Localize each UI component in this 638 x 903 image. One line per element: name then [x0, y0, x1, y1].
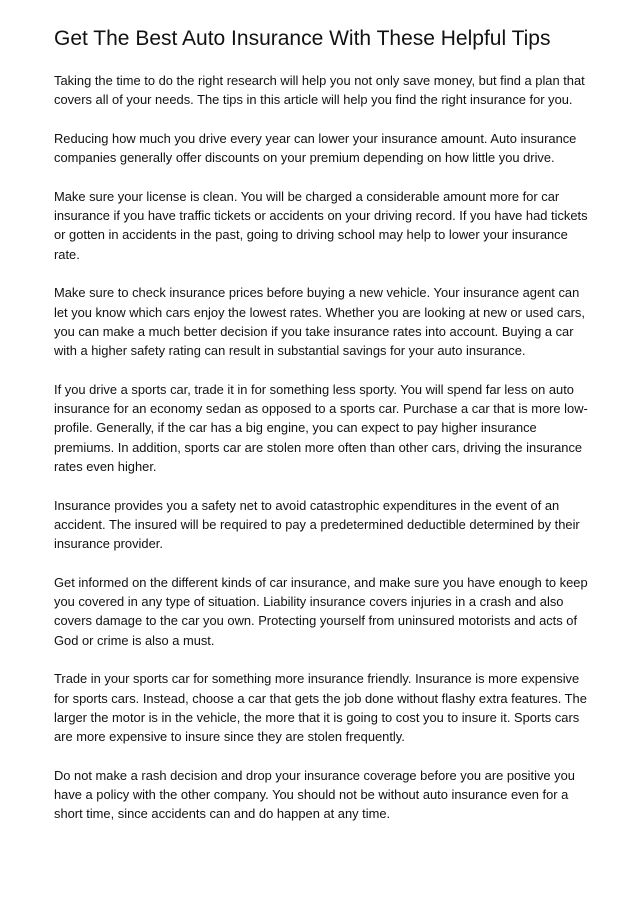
document-title: Get The Best Auto Insurance With These Helpful Tips [54, 27, 551, 50]
paragraph: Reducing how much you drive every year can lower your insurance amount. Auto insurance companies generally offer discounts on your premium depending on how little you drive. [54, 130, 577, 166]
paragraph: Get informed on the different kinds of car insurance, and make sure you have enough to keep you covered in any type of situation. Liability insurance covers injuries in a crash and also covers damage to the car you own. Protecting yourself from uninsured motorists and acts of God or crime is also a must. [54, 574, 588, 648]
paragraph: Taking the time to do the right research will help you not only save money, but find a plan that covers all of your needs. The tips in this article will help you find the right insurance for you. [54, 73, 585, 108]
paragraph: Insurance provides you a safety net to avoid catastrophic expenditures in the event of an accident. The insured will be required to pay a predetermined deductible determined by their insurance provider. [54, 497, 580, 552]
paragraph: Make sure to check insurance prices before buying a new vehicle. Your insurance agent can let you know which cars enjoy the lowest rates. Whether you are looking at new or used cars, you can make a much better decision if you take insurance rates into account. Buying a car with a higher safety rating can result in substantial savings for your auto insurance. [54, 285, 585, 359]
paragraph: Trade in your sports car for something more insurance friendly. Insurance is more expensive for sports cars. Instead, choose a car that gets the job done without flashy extra features. The larger the motor is in the vehicle, the more that it is going to cost you to insure it. Sports cars are more expensive to insure since they are stolen frequently. [54, 671, 587, 745]
paragraph: Do not make a rash decision and drop your insurance coverage before you are positive you have a policy with the other company. You should not be without auto insurance even for a short time, since accidents can and do happen at any time. [54, 767, 575, 822]
document-body [54, 71, 590, 843]
paragraph: Make sure your license is clean. You will be charged a considerable amount more for car insurance if you have traffic tickets or accidents on your driving record. If you have had tickets or gotten in accidents in the past, going to driving school may help to lower your insurance rate. [54, 188, 588, 262]
paragraph: If you drive a sports car, trade it in for something less sporty. You will spend far less on auto insurance for an economy sedan as opposed to a sports car. Purchase a car that is more low-profile. Generally, if the car has a big engine, you can expect to pay higher insurance premiums. In addition, sports car are stolen more often than other cars, driving the insurance rates even higher. [54, 381, 588, 474]
